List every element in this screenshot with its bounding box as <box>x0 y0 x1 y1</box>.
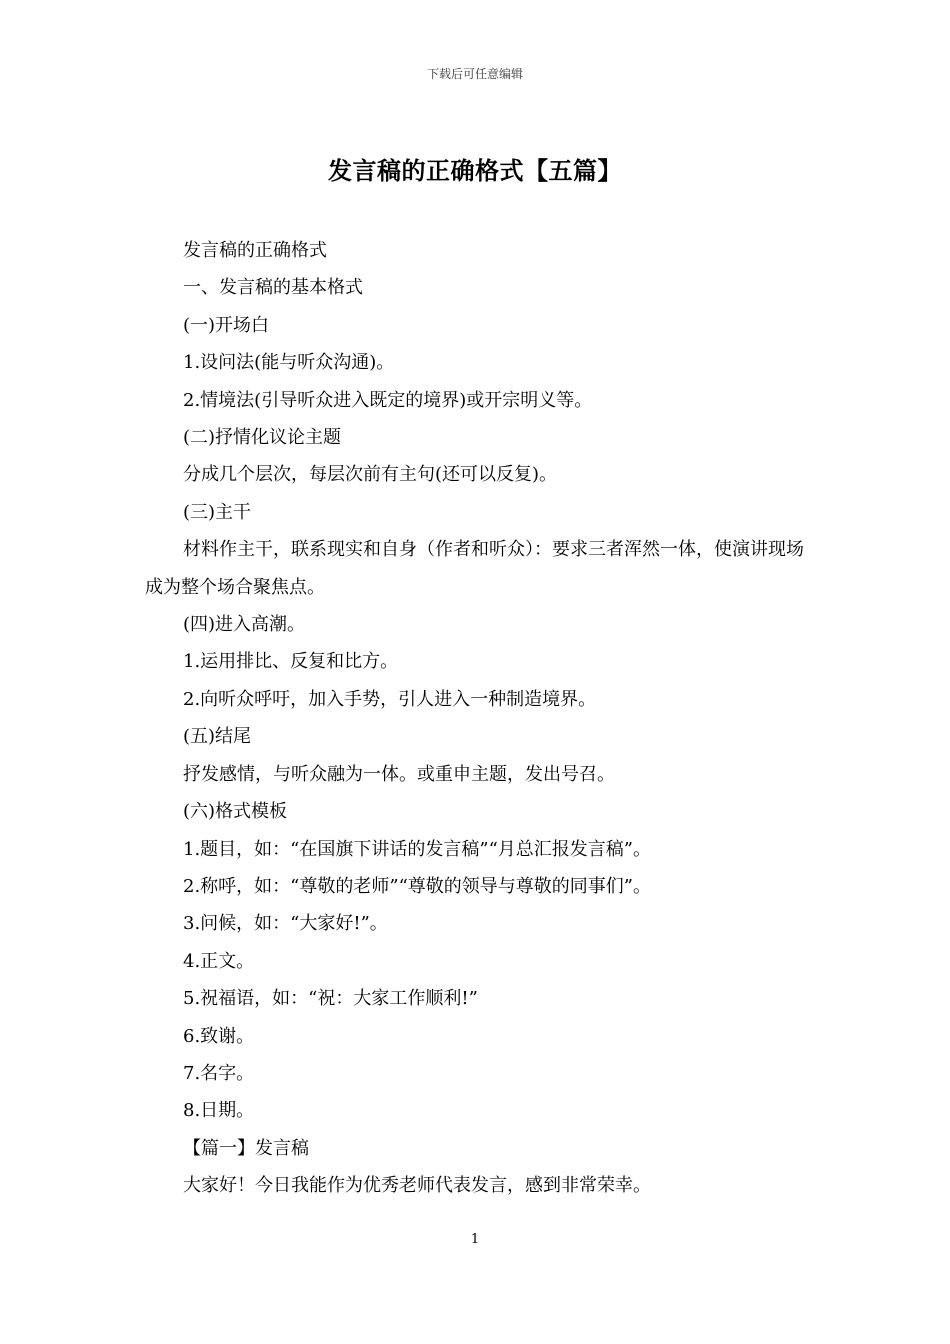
paragraph: 【篇一】发言稿 <box>183 1137 309 1159</box>
document-title: 发言稿的正确格式【五篇】 <box>328 156 622 185</box>
paragraph: (五)结尾 <box>183 726 252 748</box>
paragraph: (六)格式模板 <box>183 801 288 823</box>
page-header: 下载后可任意编辑 <box>426 67 523 81</box>
paragraph: 一、发言稿的基本格式 <box>183 277 363 299</box>
paragraph: 抒发感情，与听众融为一体。或重申主题，发出号召。 <box>183 763 615 785</box>
page-number: 1 <box>470 1232 480 1247</box>
paragraph: (二)抒情化议论主题 <box>183 427 342 449</box>
paragraph: 4.正文。 <box>183 950 255 972</box>
paragraph: 发言稿的正确格式 <box>183 240 327 261</box>
paragraph: 7.名字。 <box>183 1062 255 1084</box>
paragraph: 3.问候，如：“大家好!”。 <box>183 913 388 935</box>
paragraph: 2.情境法(引导听众进入既定的境界)或开宗明义等。 <box>183 389 593 411</box>
paragraph: 5.祝福语，如：“祝：大家工作顺利!” <box>183 988 478 1010</box>
paragraph: 分成几个层次，每层次前有主句(还可以反复)。 <box>183 464 558 486</box>
paragraph: (三)主干 <box>183 501 252 523</box>
paragraph: 2.称呼，如：“尊敬的老师”“尊敬的领导与尊敬的同事们”。 <box>183 875 651 897</box>
paragraph: 大家好！今日我能作为优秀老师代表发言，感到非常荣幸。 <box>183 1175 651 1197</box>
paragraph: (四)进入高潮。 <box>183 614 306 636</box>
paragraph: 6.致谢。 <box>183 1025 255 1047</box>
paragraph: 材料作主干，联系现实和自身（作者和听众）：要求三者浑然一体，使演讲现场成为整个场合聚焦点。 <box>145 539 804 598</box>
paragraph: 1.设问法(能与听众沟通)。 <box>183 352 395 374</box>
document-body <box>145 232 810 1205</box>
paragraph: (一)开场白 <box>183 314 270 336</box>
paragraph: 8.日期。 <box>183 1100 255 1122</box>
paragraph: 1.题目，如：“在国旗下讲话的发言稿”“月总汇报发言稿”。 <box>183 838 651 860</box>
paragraph: 2.向听众呼吁，加入手势，引人进入一种制造境界。 <box>183 688 597 710</box>
paragraph: 1.运用排比、反复和比方。 <box>183 651 399 673</box>
